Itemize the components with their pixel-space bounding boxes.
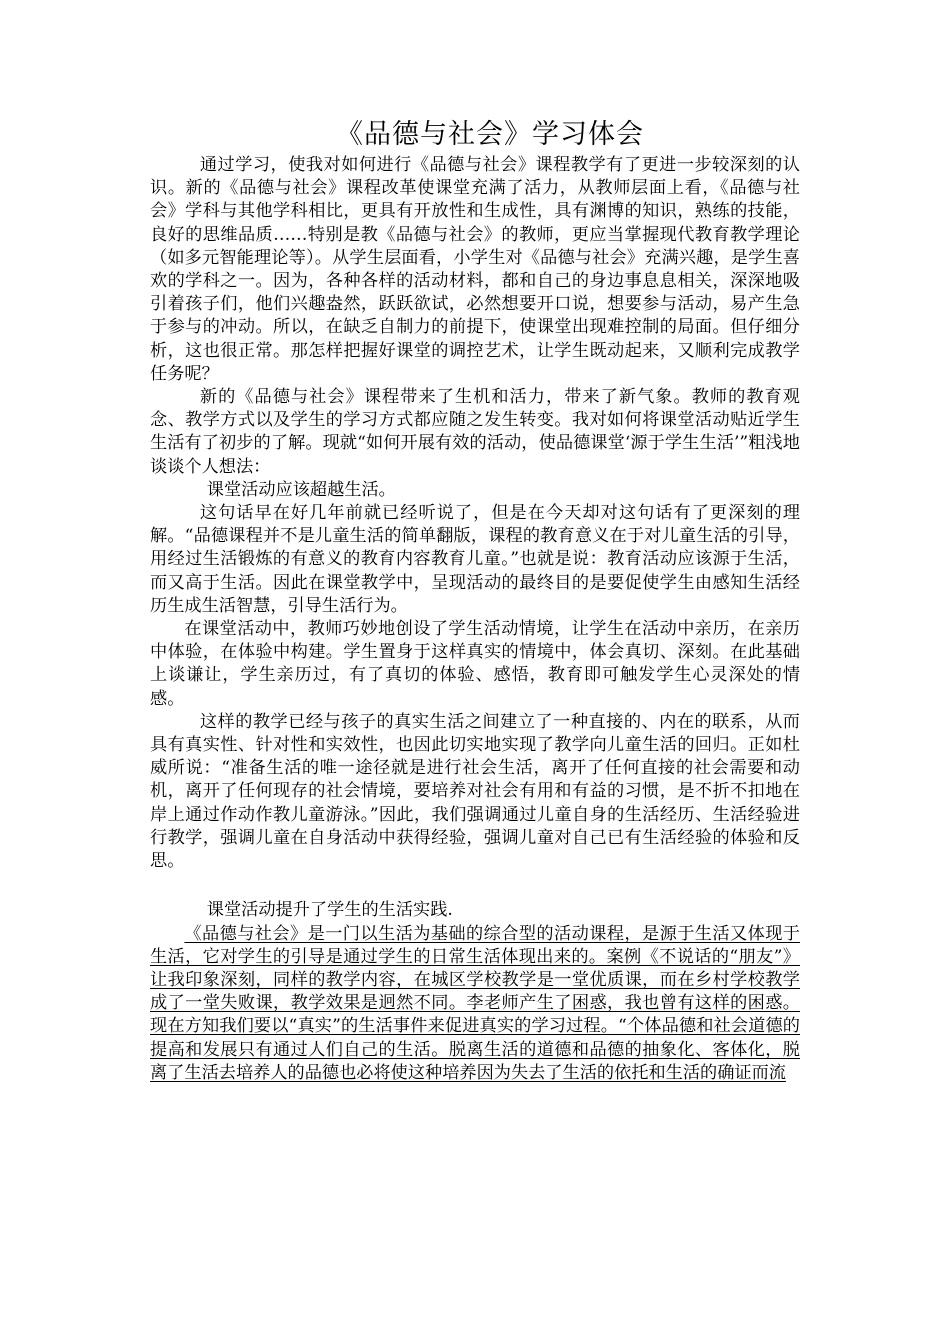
section-heading-beyond-life: 课堂活动应该超越生活。: [206, 479, 396, 500]
paragraph-deeper-understanding: 这句话早在好几年前就已经听说了，但是在今天却对这句话有了更深刻的理解。“品德课程并不是儿童生活的简单翻版，课程的教育意义在于对儿童生活的引导，用经过生活锻炼的有意义的教育内容教育儿童。”也就是说：教育活动应该源于生活，而又高于生活。因此在课堂教学中，呈现活动的最终目的是要促使学生由感知生活经历生成生活智慧，引导生活行为。: [150, 503, 800, 616]
paragraph-classroom-activity: 在课堂活动中，教师巧妙地创设了学生活动情境，让学生在活动中亲历，在亲历中体验，在体验中构建。学生置身于这样真实的情境中，体会真切、深刻。在此基础上谈谦让，学生亲历过，有了真切的体验、感悟，教育即可触发学生心灵深处的情感。: [150, 619, 800, 709]
paragraph-comprehensive-course: 《品德与社会》是一门以生活为基础的综合型的活动课程，是源于生活又体现于生活，它对学生的引导是通过学生的日常生活体现出来的。案例《不说话的“朋友”》让我印象深刻，同样的教学内容，在城区学校教学是一堂优质课，而在乡村学校教学成了一堂失败课，教学效果是迥然不同。李老师产生了困惑，我也曾有这样的困惑。现在方知我们要以“真实”的生活事件来促进真实的学习过程。“个体品德和社会道德的提高和发展只有通过人们自己的生活。脱离生活的道德和品德的抽象化、客体化，脱离了生活去培养人的品德也必将使这种培养因为失去了生活的依托和生活的确证而流: [150, 923, 800, 1083]
document-body: [150, 118, 800, 1085]
blank-line: [150, 873, 800, 899]
document-title: 《品德与社会》学习体会: [336, 119, 644, 150]
paragraph-intro: 通过学习，使我对如何进行《品德与社会》课程教学有了更进一步较深刻的认识。新的《品德与社会》课程改革使课堂充满了活力，从教师层面上看，《品德与社会》学科与其他学科相比，更具有开放性和生成性，具有渊博的知识，熟练的技能，良好的思维品质……特别是教《品德与社会》的教师，更应当掌握现代教育教学理论（如多元智能理论等）。从学生层面看，小学生对《品德与社会》充满兴趣，是学生喜欢的学科之一。因为，各种各样的活动材料，都和自己的身边事息息相关，深深地吸引着孩子们，他们兴趣盎然，跃跃欲试，必然想要开口说，想要参与活动，易产生急于参与的冲动。所以，在缺乏自制力的前提下，使课堂出现难控制的局面。但仔细分析，这也很正常。那怎样把握好课堂的调控艺术，让学生既动起来，又顺利完成教学任务呢？: [150, 155, 800, 384]
paragraph-real-life-connection: 这样的教学已经与孩子的真实生活之间建立了一种直接的、内在的联系，从而具有真实性、针对性和实效性，也因此切实地实现了教学向儿童生活的回归。正如杜威所说：“准备生活的唯一途径就是进行社会生活，离开了任何直接的社会需要和动机，离开了任何现存的社会情境，要培养对社会有用和有益的习惯，是不折不扣地在岸上通过作动作教儿童游泳。”因此，我们强调通过儿童自身的生活经历、生活经验进行教学，强调儿童在自身活动中获得经验，强调儿童对自己已有生活经验的体验和反思。: [150, 711, 800, 872]
paragraph-new-curriculum: 新的《品德与社会》课程带来了生机和活力，带来了新气象。教师的教育观念、教学方式以及学生的学习方式都应随之发生转变。我对如何将课堂活动贴近学生生活有了初步的了解。现就“如何开展有效的活动，使品德课堂‘源于学生生活’”粗浅地谈谈个人想法：: [150, 387, 800, 477]
section-heading-life-practice: 课堂活动提升了学生的生活实践.: [206, 900, 453, 921]
